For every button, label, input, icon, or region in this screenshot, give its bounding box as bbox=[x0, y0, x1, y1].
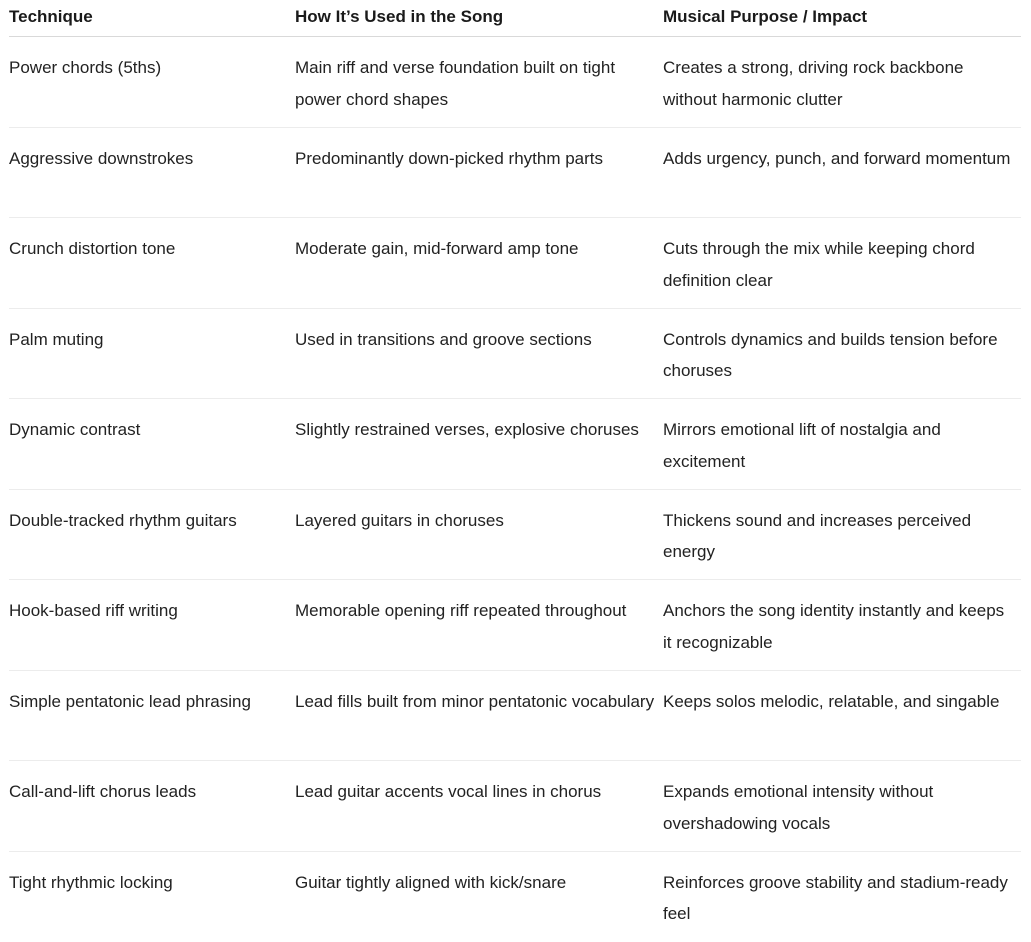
table-row bbox=[9, 128, 1021, 219]
usage-cell: Memorable opening riff repeated throughout bbox=[295, 580, 663, 670]
technique-cell: Call-and-lift chorus leads bbox=[9, 761, 295, 851]
technique-cell: Palm muting bbox=[9, 309, 295, 399]
purpose-cell: Controls dynamics and builds tension before choruses bbox=[663, 309, 1021, 399]
technique-cell: Simple pentatonic lead phrasing bbox=[9, 671, 295, 761]
usage-cell: Layered guitars in choruses bbox=[295, 490, 663, 580]
usage-cell: Main riff and verse foundation built on tight power chord shapes bbox=[295, 37, 663, 127]
table-row bbox=[9, 309, 1021, 400]
purpose-cell: Expands emotional intensity without overshadowing vocals bbox=[663, 761, 1021, 851]
guitar-techniques-table bbox=[9, 0, 1021, 942]
header-technique: Technique bbox=[9, 0, 295, 36]
purpose-cell: Adds urgency, punch, and forward momentum bbox=[663, 128, 1021, 218]
technique-cell: Hook-based riff writing bbox=[9, 580, 295, 670]
technique-cell: Dynamic contrast bbox=[9, 399, 295, 489]
table-row bbox=[9, 580, 1021, 671]
technique-cell: Crunch distortion tone bbox=[9, 218, 295, 308]
table-row bbox=[9, 490, 1021, 581]
table-row bbox=[9, 399, 1021, 490]
usage-cell: Used in transitions and groove sections bbox=[295, 309, 663, 399]
technique-cell: Tight rhythmic locking bbox=[9, 852, 295, 942]
table-row bbox=[9, 37, 1021, 128]
purpose-cell: Creates a strong, driving rock backbone without harmonic clutter bbox=[663, 37, 1021, 127]
purpose-cell: Thickens sound and increases perceived energy bbox=[663, 490, 1021, 580]
table-row bbox=[9, 761, 1021, 852]
purpose-cell: Reinforces groove stability and stadium-ready feel bbox=[663, 852, 1021, 942]
technique-cell: Double-tracked rhythm guitars bbox=[9, 490, 295, 580]
usage-cell: Lead fills built from minor pentatonic vocabulary bbox=[295, 671, 663, 761]
purpose-cell: Keeps solos melodic, relatable, and singable bbox=[663, 671, 1021, 761]
usage-cell: Predominantly down-picked rhythm parts bbox=[295, 128, 663, 218]
header-purpose: Musical Purpose / Impact bbox=[663, 0, 1021, 36]
table-row bbox=[9, 852, 1021, 942]
purpose-cell: Anchors the song identity instantly and keeps it recognizable bbox=[663, 580, 1021, 670]
purpose-cell: Cuts through the mix while keeping chord definition clear bbox=[663, 218, 1021, 308]
usage-cell: Slightly restrained verses, explosive choruses bbox=[295, 399, 663, 489]
table-header-row bbox=[9, 0, 1021, 37]
usage-cell: Guitar tightly aligned with kick/snare bbox=[295, 852, 663, 942]
usage-cell: Lead guitar accents vocal lines in chorus bbox=[295, 761, 663, 851]
table-row bbox=[9, 671, 1021, 762]
table-row bbox=[9, 218, 1021, 309]
purpose-cell: Mirrors emotional lift of nostalgia and excitement bbox=[663, 399, 1021, 489]
header-how-used: How It’s Used in the Song bbox=[295, 0, 663, 36]
technique-cell: Power chords (5ths) bbox=[9, 37, 295, 127]
usage-cell: Moderate gain, mid-forward amp tone bbox=[295, 218, 663, 308]
technique-cell: Aggressive downstrokes bbox=[9, 128, 295, 218]
